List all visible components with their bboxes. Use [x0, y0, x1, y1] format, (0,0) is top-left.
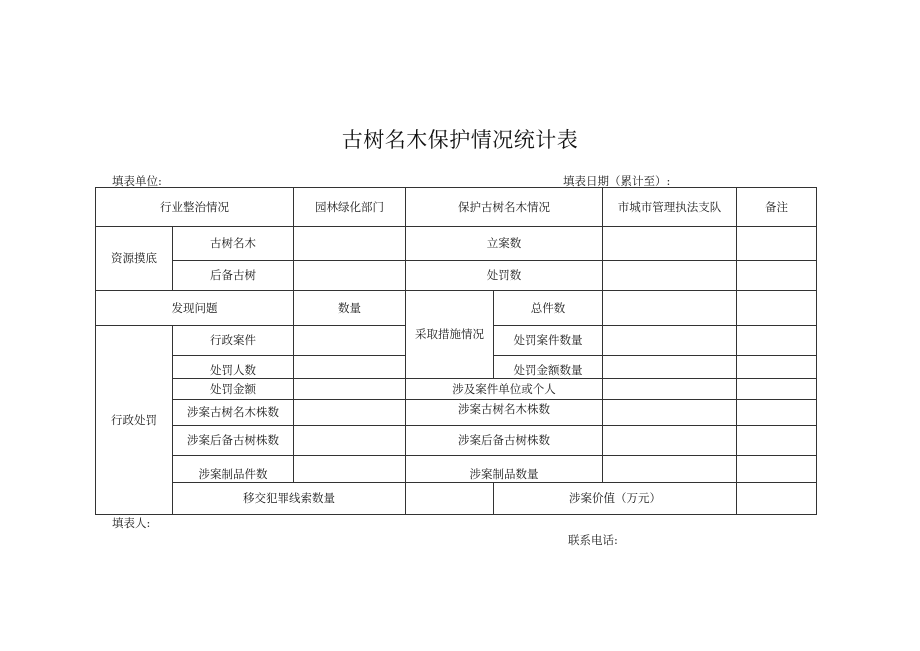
- cases-filed-value[interactable]: [603, 227, 737, 261]
- reserve-trees-label: 后备古树: [173, 261, 294, 291]
- table-row: [96, 456, 817, 483]
- penalty-cases-remarks[interactable]: [737, 326, 817, 356]
- penalty-cases-value[interactable]: [603, 326, 737, 356]
- penalty-amount-value[interactable]: [294, 379, 406, 400]
- measures-label: 采取措施情况: [406, 291, 494, 379]
- table-row: [96, 261, 817, 291]
- involved-ancient-label: 涉案古树名木株数: [173, 400, 294, 426]
- table-row: [96, 400, 817, 426]
- resource-group: 资源摸底: [96, 227, 173, 291]
- admin-cases-label: 行政案件: [173, 326, 294, 356]
- ancient-trees-value[interactable]: [294, 227, 406, 261]
- total-cases-remarks[interactable]: [737, 291, 817, 326]
- penalty-amount-label: 处罚金额: [173, 379, 294, 400]
- page-title: 古树名木保护情况统计表: [341, 128, 579, 152]
- ancient-trees-label: 古树名木: [173, 227, 294, 261]
- penalties-label: 处罚数: [406, 261, 603, 291]
- products-qty-value[interactable]: [603, 456, 737, 483]
- case-value-label: 涉案价值（万元）: [494, 483, 737, 515]
- involved-parties-label: 涉及案件单位或个人: [406, 379, 603, 400]
- total-cases-value[interactable]: [603, 291, 737, 326]
- involved-ancient-count-label: 涉案古树名木株数: [406, 400, 603, 426]
- admin-group: 行政处罚: [96, 326, 173, 515]
- cases-filed-remarks[interactable]: [737, 227, 817, 261]
- table-row: [96, 291, 817, 326]
- table-row: [96, 483, 817, 515]
- penalized-people-label: 处罚人数: [173, 356, 294, 379]
- cases-filed-label: 立案数: [406, 227, 603, 261]
- fill-date-label: 填表日期（累计至）:: [563, 174, 671, 188]
- table-row: [96, 227, 817, 261]
- involved-reserve-label: 涉案后备古树株数: [173, 426, 294, 456]
- involved-parties-remarks[interactable]: [737, 379, 817, 400]
- penalty-cases-label: 处罚案件数量: [494, 326, 603, 356]
- transferred-leads-value[interactable]: [406, 483, 494, 515]
- total-cases-label: 总件数: [494, 291, 603, 326]
- products-qty-remarks[interactable]: [737, 456, 817, 483]
- fill-unit-label: 填表单位:: [112, 174, 162, 188]
- case-value-value[interactable]: [737, 483, 817, 515]
- header-garden-dept: 园林绿化部门: [294, 188, 406, 227]
- statistics-table: [95, 187, 817, 515]
- products-qty-label: 涉案制品数量: [406, 456, 603, 483]
- involved-reserve-value[interactable]: [294, 426, 406, 456]
- header-remarks: 备注: [737, 188, 817, 227]
- penalty-amount-qty-remarks[interactable]: [737, 356, 817, 379]
- admin-cases-value[interactable]: [294, 326, 406, 356]
- products-pieces-value[interactable]: [294, 456, 406, 483]
- products-pieces-label: 涉案制品件数: [173, 456, 294, 483]
- penalized-people-value[interactable]: [294, 356, 406, 379]
- table-row: [96, 188, 817, 227]
- phone-label: 联系电话:: [568, 533, 618, 547]
- penalty-amount-qty-value[interactable]: [603, 356, 737, 379]
- quantity-label: 数量: [294, 291, 406, 326]
- penalty-amount-qty-label: 处罚金额数量: [494, 356, 603, 379]
- reserve-trees-value[interactable]: [294, 261, 406, 291]
- involved-reserve-count-remarks[interactable]: [737, 426, 817, 456]
- involved-ancient-count-remarks[interactable]: [737, 400, 817, 426]
- header-industry: 行业整治情况: [96, 188, 294, 227]
- issues-found-label: 发现问题: [96, 291, 294, 326]
- table-row: [96, 379, 817, 400]
- filler-label: 填表人:: [112, 516, 151, 530]
- involved-reserve-count-label: 涉案后备古树株数: [406, 426, 603, 456]
- penalties-value[interactable]: [603, 261, 737, 291]
- penalties-remarks[interactable]: [737, 261, 817, 291]
- transferred-leads-label: 移交犯罪线索数量: [173, 483, 406, 515]
- table-row: [96, 426, 817, 456]
- involved-parties-value[interactable]: [603, 379, 737, 400]
- involved-reserve-count-value[interactable]: [603, 426, 737, 456]
- header-law-team: 市城市管理执法支队: [603, 188, 737, 227]
- header-protect-status: 保护古树名木情况: [406, 188, 603, 227]
- involved-ancient-count-value[interactable]: [603, 400, 737, 426]
- involved-ancient-value[interactable]: [294, 400, 406, 426]
